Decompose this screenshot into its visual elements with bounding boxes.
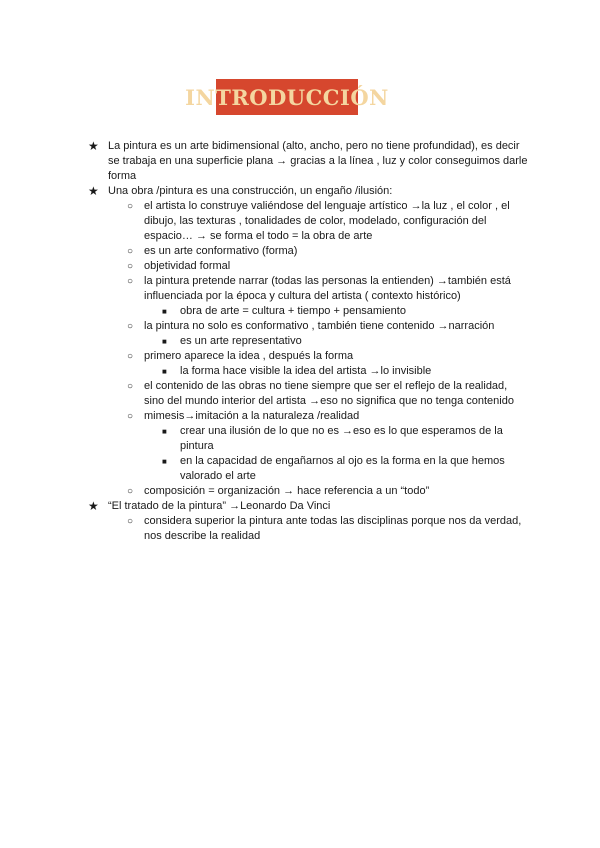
list-item-text: “El tratado de la pintura” →Leonardo Da Vinci bbox=[108, 500, 331, 512]
list-item-text: crear una ilusión de lo que no es →eso es lo que esperamos de la pintura bbox=[180, 425, 503, 452]
list-item bbox=[0, 424, 530, 454]
list-item-text: objetividad formal bbox=[144, 260, 231, 272]
list-item-text: la pintura no solo es conformativo , también tiene contenido →narración bbox=[144, 320, 495, 332]
circle-bullet-icon: ○ bbox=[127, 486, 134, 497]
circle-bullet-icon: ○ bbox=[127, 246, 134, 257]
star-bullet-icon: ★ bbox=[88, 499, 99, 513]
square-bullet-icon: ■ bbox=[162, 457, 167, 466]
list-item bbox=[0, 349, 530, 364]
list-item-text: Una obra /pintura es una construcción, un engaño /ilusión: bbox=[108, 185, 393, 197]
page-title: INTRODUCCIÓN bbox=[185, 84, 389, 110]
list-item-text: la forma hace visible la idea del artista →lo invisible bbox=[180, 365, 432, 377]
list-item bbox=[0, 274, 530, 304]
list-item bbox=[0, 259, 530, 274]
list-item-text: La pintura es un arte bidimensional (alto, ancho, pero no tiene profundidad), es decir se trabaja en una superficie plana → gracias a la línea , luz y color conseguimos darle forma bbox=[108, 140, 528, 182]
circle-bullet-icon: ○ bbox=[127, 201, 134, 212]
list-item bbox=[0, 514, 530, 544]
list-item bbox=[0, 364, 530, 379]
list-item bbox=[0, 454, 530, 484]
circle-bullet-icon: ○ bbox=[127, 276, 134, 287]
square-bullet-icon: ■ bbox=[162, 367, 167, 376]
list-item bbox=[0, 319, 530, 334]
list-item bbox=[0, 199, 530, 244]
list-item-text: mimesis→imitación a la naturaleza /realidad bbox=[144, 410, 360, 422]
list-item bbox=[0, 379, 530, 409]
list-item bbox=[0, 484, 530, 499]
circle-bullet-icon: ○ bbox=[127, 516, 134, 527]
list-item-text: primero aparece la idea , después la forma bbox=[144, 350, 354, 362]
list-item-text: obra de arte = cultura + tiempo + pensamiento bbox=[180, 305, 406, 317]
square-bullet-icon: ■ bbox=[162, 337, 167, 346]
circle-bullet-icon: ○ bbox=[127, 411, 134, 422]
list-item bbox=[0, 334, 530, 349]
list-item-text: es un arte representativo bbox=[180, 335, 302, 347]
list-item-text: en la capacidad de engañarnos al ojo es la forma en la que hemos valorado el arte bbox=[180, 455, 505, 482]
circle-bullet-icon: ○ bbox=[127, 321, 134, 332]
square-bullet-icon: ■ bbox=[162, 427, 167, 436]
list-item bbox=[0, 304, 530, 319]
list-item bbox=[0, 499, 528, 514]
list-item bbox=[0, 244, 530, 259]
outline-list bbox=[0, 139, 600, 544]
list-item-text: el artista lo construye valiéndose del lenguaje artístico →la luz , el color , el dibujo, las texturas , tonalidades de color, modelado, configuración del espacio… → se forma el todo = la obra de arte bbox=[144, 200, 510, 242]
title-banner bbox=[185, 79, 389, 115]
list-item-text: considera superior la pintura ante todas las disciplinas porque nos da verdad, nos describe la realidad bbox=[144, 515, 522, 542]
list-item-text: el contenido de las obras no tiene siempre que ser el reflejo de la realidad, sino del mundo interior del artista →eso no significa que no tenga contenido bbox=[144, 380, 514, 407]
list-item-text: composición = organización → hace referencia a un “todo” bbox=[144, 485, 430, 497]
list-item bbox=[0, 184, 528, 199]
list-item bbox=[0, 139, 528, 184]
star-bullet-icon: ★ bbox=[88, 184, 99, 198]
square-bullet-icon: ■ bbox=[162, 307, 167, 316]
circle-bullet-icon: ○ bbox=[127, 261, 134, 272]
circle-bullet-icon: ○ bbox=[127, 381, 134, 392]
list-item bbox=[0, 409, 530, 424]
list-item-text: es un arte conformativo (forma) bbox=[144, 245, 298, 257]
list-item-text: la pintura pretende narrar (todas las personas la entienden) →también está influenciada por la época y cultura del artista ( contexto histórico) bbox=[144, 275, 511, 302]
star-bullet-icon: ★ bbox=[88, 139, 99, 153]
circle-bullet-icon: ○ bbox=[127, 351, 134, 362]
